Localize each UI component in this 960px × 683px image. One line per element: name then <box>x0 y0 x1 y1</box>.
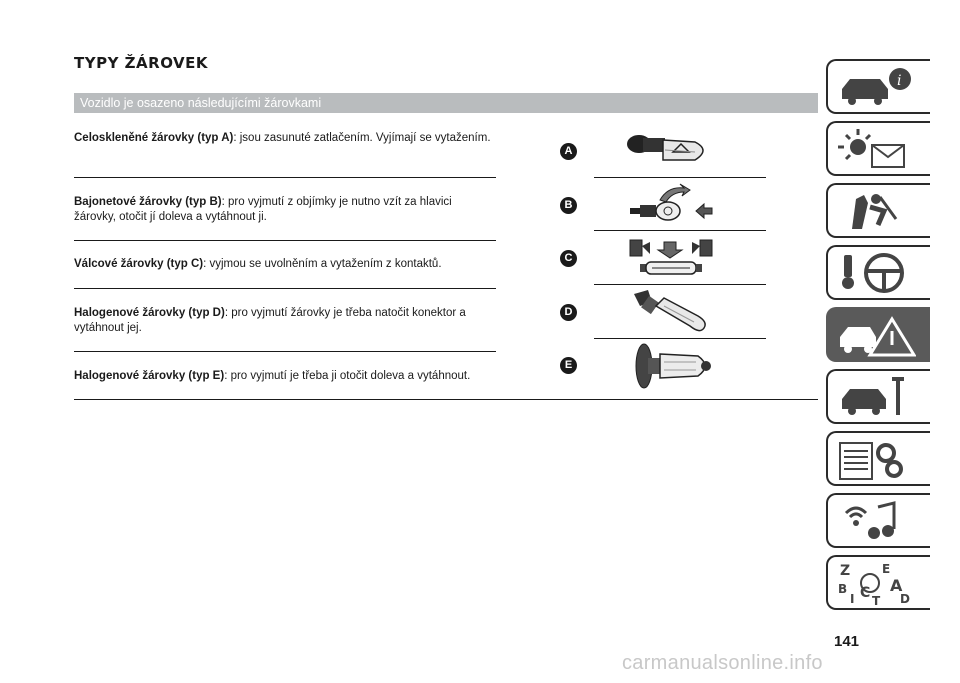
tab-technical-data[interactable] <box>826 431 930 486</box>
bulb-type-b-text <box>74 195 496 225</box>
description: : pro vyjmutí z objímky je nutno vzít za hlavici žárovky, otočit jí doleva a vytáhnout ji. <box>74 196 452 223</box>
car-warning-triangle-icon <box>836 313 916 357</box>
watermark: carmanualsonline.info <box>622 652 823 674</box>
tab-car-info[interactable] <box>826 59 930 114</box>
bulb-type-d-text <box>74 306 496 336</box>
wedge-bulb-icon <box>625 130 717 174</box>
multimedia-icon <box>836 499 916 543</box>
divider <box>74 177 496 178</box>
divider <box>74 240 496 241</box>
term: Halogenové žárovky (typ D) <box>74 307 225 319</box>
index-letter: B <box>838 582 848 596</box>
label-a: A <box>560 143 577 160</box>
halogen-bulb-d-icon <box>630 288 722 336</box>
illustration-divider <box>594 284 766 285</box>
term: Celoskleněné žárovky (typ A) <box>74 132 234 144</box>
description: : vyjmou se uvolněním a vytažením z kontaktů. <box>203 258 442 270</box>
bulb-type-a-text <box>74 131 496 146</box>
label-d: D <box>560 304 577 321</box>
steering-key-icon <box>836 251 916 295</box>
tab-maintenance[interactable] <box>826 369 930 424</box>
label-e: E <box>560 357 577 374</box>
description: : jsou zasunuté zatlačením. Vyjímají se vytažením. <box>233 132 491 144</box>
description: : pro vyjmutí je třeba ji otočit doleva a vytáhnout. <box>224 370 471 382</box>
tab-warning-lights[interactable] <box>826 121 930 176</box>
car-info-icon <box>836 65 916 109</box>
halogen-bulb-e-icon <box>630 340 722 392</box>
label-c: C <box>560 250 577 267</box>
section-banner: Vozidlo je osazeno následujícími žárovkami <box>74 93 818 113</box>
illustration-divider <box>594 230 766 231</box>
bottom-divider <box>74 399 818 400</box>
warning-lights-icon <box>836 127 916 171</box>
term: Válcové žárovky (typ C) <box>74 258 204 270</box>
index-letter: T <box>872 594 881 605</box>
term: Bajonetové žárovky (typ B) <box>74 196 222 208</box>
bulb-type-c-text <box>74 257 496 272</box>
label-b: B <box>560 197 577 214</box>
index-letter: A <box>890 576 903 595</box>
page-title: TYPY ŽÁROVEK <box>74 54 209 72</box>
page-number: 141 <box>834 633 860 650</box>
index-letter: C <box>860 585 871 601</box>
tab-index[interactable] <box>826 555 930 610</box>
bulb-type-e-text <box>74 369 496 384</box>
description: : pro vyjmutí žárovky je třeba natočit konektor a vytáhnout jej. <box>74 307 466 334</box>
index-letter: E <box>882 562 891 576</box>
tab-safety[interactable] <box>826 183 930 238</box>
divider <box>74 288 496 289</box>
specs-gears-icon <box>836 437 916 481</box>
tab-driving[interactable] <box>826 245 930 300</box>
illustration-divider <box>594 338 766 339</box>
bayonet-bulb-icon <box>628 182 720 226</box>
tab-emergency[interactable] <box>826 307 930 362</box>
divider <box>74 351 496 352</box>
index-letters-icon <box>836 561 916 605</box>
index-letter: D <box>900 592 910 605</box>
tab-multimedia[interactable] <box>826 493 930 548</box>
festoon-bulb-icon <box>628 236 720 280</box>
svg-text:i: i <box>897 73 902 89</box>
airbag-seat-icon <box>836 189 916 233</box>
index-letter: I <box>850 592 855 605</box>
car-tools-icon <box>836 375 916 419</box>
term: Halogenové žárovky (typ E) <box>74 370 225 382</box>
index-letter: Z <box>840 563 851 579</box>
illustration-divider <box>594 177 766 178</box>
